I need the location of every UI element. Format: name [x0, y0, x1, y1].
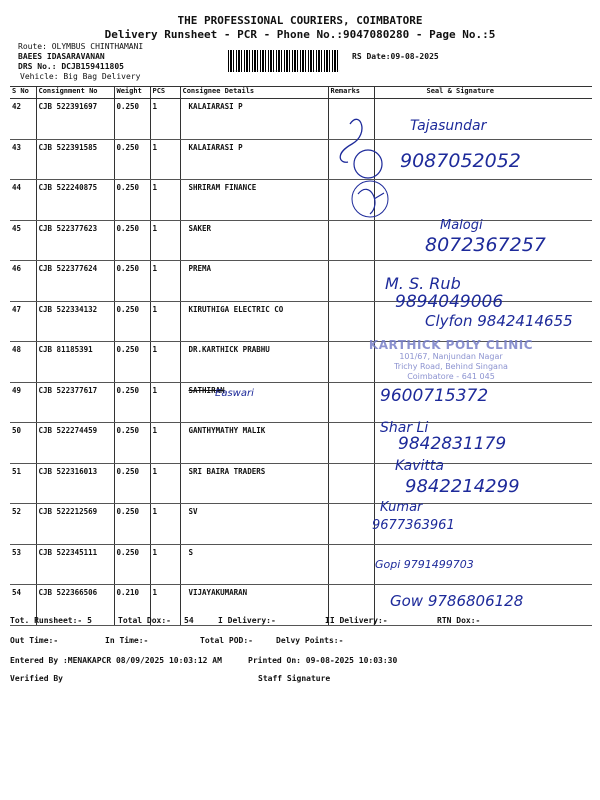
cell-consignee: DR.KARTHICK PRABHU: [180, 342, 328, 383]
cell-weight: 0.250: [114, 180, 150, 221]
stamp-line-3: Trichy Road, Behind Singana: [394, 362, 508, 371]
cell-consignment-no: CJB 522274459: [36, 423, 114, 464]
table-row: [10, 180, 592, 221]
cell-remarks: [328, 301, 374, 342]
cell-pcs: 1: [150, 504, 180, 545]
ii-delivery: II Delivery:-: [325, 616, 388, 625]
runsheet-subtitle: Delivery Runsheet - PCR - Phone No.:9047080280 - Page No.:5: [104, 28, 496, 41]
cell-weight: 0.210: [114, 585, 150, 626]
cell-pcs: 1: [150, 585, 180, 626]
cell-sno: 53: [10, 544, 36, 585]
signature-row-53: Gopi 9791499703: [375, 558, 474, 571]
cell-sno: 48: [10, 342, 36, 383]
cell-consignee: SATHIRAN: [180, 382, 328, 423]
cell-consignment-no: CJB 522366506: [36, 585, 114, 626]
table-row: [10, 504, 592, 545]
cell-pcs: 1: [150, 382, 180, 423]
cell-consignment-no: CJB 81185391: [36, 342, 114, 383]
route-label: Route: OLYMBUS CHINTHAMANI: [18, 42, 144, 51]
signature-row-52-name: Kumar: [380, 500, 423, 515]
i-delivery: I Delivery:-: [218, 616, 276, 625]
signature-row-47-phone: 9894049006: [395, 292, 504, 312]
cell-sno: 49: [10, 382, 36, 423]
cell-weight: 0.250: [114, 423, 150, 464]
cell-consignment-no: CJB 522377624: [36, 261, 114, 302]
signature-row-51-name: Kavitta: [395, 458, 444, 474]
signature-row-52-phone: 9677363961: [372, 518, 455, 533]
cell-weight: 0.250: [114, 99, 150, 140]
cell-consignee: S: [180, 544, 328, 585]
cell-consignee: KALAIARASI P: [180, 99, 328, 140]
consignee-correction-49: Easwari: [215, 388, 254, 399]
cell-consignee: GANTHYMATHY MALIK: [180, 423, 328, 464]
delvy-points: Delvy Points:-: [276, 636, 344, 645]
col-seal-signature: Seal & Signature: [374, 87, 592, 99]
cell-weight: 0.250: [114, 261, 150, 302]
cell-remarks: [328, 544, 374, 585]
barcode-image: [228, 50, 338, 72]
cell-seal-signature: [374, 180, 592, 221]
vehicle-label: Vehicle: Big Bag Delivery: [20, 72, 141, 81]
cell-consignment-no: CJB 522212569: [36, 504, 114, 545]
table-header-row: [10, 87, 592, 99]
cell-consignment-no: CJB 522334132: [36, 301, 114, 342]
cell-weight: 0.250: [114, 544, 150, 585]
cell-pcs: 1: [150, 139, 180, 180]
cell-consignee: SRI BAIRA TRADERS: [180, 463, 328, 504]
cell-sno: 43: [10, 139, 36, 180]
clinic-stamp: [362, 338, 540, 390]
cell-sno: 45: [10, 220, 36, 261]
stamp-line-2: 101/67, Nanjundan Nagar: [399, 352, 503, 361]
rs-date: RS Date:09-08-2025: [352, 52, 439, 61]
cell-weight: 0.250: [114, 504, 150, 545]
col-weight: Weight: [114, 87, 150, 99]
signature-row-51-phone: 9842214299: [405, 476, 520, 497]
cell-remarks: [328, 463, 374, 504]
drs-number: DRS No.: DCJB159411805: [18, 62, 124, 71]
cell-consignment-no: CJB 522345111: [36, 544, 114, 585]
cell-pcs: 1: [150, 261, 180, 302]
cell-sno: 42: [10, 99, 36, 140]
cell-consignment-no: CJB 522316013: [36, 463, 114, 504]
company-name: THE PROFESSIONAL COURIERS, COIMBATORE: [177, 14, 423, 27]
signature-row-47-extra: Clyfon 9842414655: [425, 312, 573, 330]
signature-row-54: Gow 9786806128: [390, 592, 524, 610]
cell-pcs: 1: [150, 180, 180, 221]
cell-weight: 0.250: [114, 139, 150, 180]
cell-remarks: [328, 504, 374, 545]
cell-sno: 54: [10, 585, 36, 626]
cell-weight: 0.250: [114, 301, 150, 342]
rtn-dox: RTN Dox:-: [437, 616, 481, 625]
signature-row-45-name: Malogi: [440, 218, 483, 233]
signature-row-43: 9087052052: [400, 150, 521, 172]
entered-by: Entered By :MENAKAPCR 08/09/2025 10:03:12 AM: [10, 656, 222, 665]
cell-consignment-no: CJB 522391697: [36, 99, 114, 140]
total-dox-label: Total Dox:-: [118, 616, 171, 625]
cell-sno: 51: [10, 463, 36, 504]
signature-row-47-name: M. S. Rub: [385, 274, 461, 293]
cell-consignment-no: CJB 522377617: [36, 382, 114, 423]
table-row: [10, 99, 592, 140]
col-consignment: Consignment No: [36, 87, 114, 99]
cell-consignee: KIRUTHIGA ELECTRIC CO: [180, 301, 328, 342]
cell-sno: 52: [10, 504, 36, 545]
col-consignee: Consignee Details: [180, 87, 328, 99]
cell-pcs: 1: [150, 463, 180, 504]
cell-pcs: 1: [150, 544, 180, 585]
cell-pcs: 1: [150, 99, 180, 140]
col-remarks: Remarks: [328, 87, 374, 99]
table-row: [10, 544, 592, 585]
verified-by: Verified By: [10, 674, 63, 683]
cell-sno: 50: [10, 423, 36, 464]
stamp-line-4: Coimbatore - 641 045: [407, 372, 495, 381]
remarks-scribble: [330, 104, 400, 234]
cell-consignee: PREMA: [180, 261, 328, 302]
cell-sno: 47: [10, 301, 36, 342]
printed-on: Printed On: 09-08-2025 10:03:30: [248, 656, 398, 665]
col-sno: S No: [10, 87, 36, 99]
staff-name: BAEES IDASARAVANAN: [18, 52, 105, 61]
table-row: [10, 261, 592, 302]
cell-remarks: [328, 261, 374, 302]
cell-consignment-no: CJB 522391585: [36, 139, 114, 180]
signature-row-42: Tajasundar: [410, 118, 487, 134]
signature-row-50-phone: 9842831179: [398, 434, 507, 454]
cell-consignee: SAKER: [180, 220, 328, 261]
cell-consignment-no: CJB 522240875: [36, 180, 114, 221]
staff-signature: Staff Signature: [258, 674, 331, 683]
in-time: In Time:-: [105, 636, 149, 645]
out-time: Out Time:-: [10, 636, 59, 645]
cell-consignment-no: CJB 522377623: [36, 220, 114, 261]
cell-weight: 0.250: [114, 382, 150, 423]
col-pcs: PCS: [150, 87, 180, 99]
signature-row-49: 9600715372: [380, 386, 489, 406]
cell-weight: 0.250: [114, 463, 150, 504]
cell-consignee: SHRIRAM FINANCE: [180, 180, 328, 221]
total-dox-value: 54: [184, 616, 194, 625]
cell-pcs: 1: [150, 220, 180, 261]
cell-weight: 0.250: [114, 220, 150, 261]
cell-sno: 44: [10, 180, 36, 221]
tot-runsheet: Tot. Runsheet:- 5: [10, 616, 92, 625]
cell-pcs: 1: [150, 342, 180, 383]
cell-consignee: VIJAYAKUMARAN: [180, 585, 328, 626]
signature-row-50-name: Shar Li: [380, 420, 429, 436]
cell-sno: 46: [10, 261, 36, 302]
cell-pcs: 1: [150, 301, 180, 342]
cell-weight: 0.250: [114, 342, 150, 383]
stamp-line-1: KARTHICK POLY CLINIC: [368, 338, 534, 352]
cell-consignee: KALAIARASI P: [180, 139, 328, 180]
cell-pcs: 1: [150, 423, 180, 464]
cell-remarks: [328, 423, 374, 464]
cell-consignee: SV: [180, 504, 328, 545]
total-pod: Total POD:-: [200, 636, 253, 645]
signature-row-45-phone: 8072367257: [425, 234, 546, 256]
